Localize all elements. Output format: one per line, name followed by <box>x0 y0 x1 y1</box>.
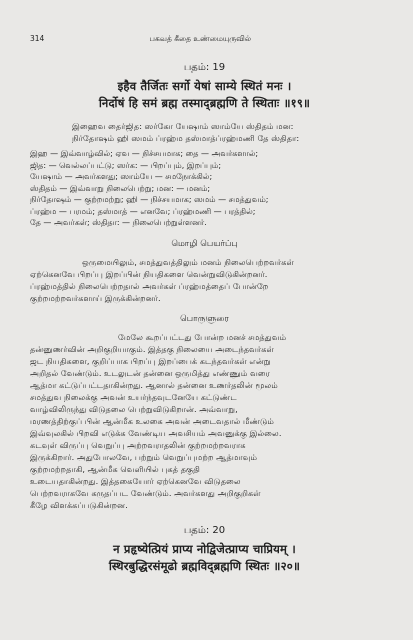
purport-line: வாழ்விலிருந்து விடுதலை பெற்றுவிடுகிறான். அவ்வாறு, <box>30 403 238 414</box>
translation-heading: மொழி பெயர்ப்பு <box>171 238 238 249</box>
purport-line: உடையதாகின்றது. இத்தகையோர் ஏற்கெனவே விடுதலை <box>30 475 241 486</box>
word-meaning-line: ஸ்திதம் — இவ்வாறு நிலைபெற்று; மன: — மனம்; <box>30 183 211 193</box>
purport-line: இவ்வுலகில் பிறவி எடுக்க வேண்டிய அவசியம் அவனுக்கு இல்லை. <box>30 427 282 438</box>
translation-line: ஒருமையிலும், சமத்துவத்திலும் மனம் நிலைபெற்றவர்கள் <box>82 256 294 267</box>
purport-line: மரணத்திற்குப் பின் ஆன்மீக உலகை அவன் அடைவதால் மீண்டும் <box>30 415 274 426</box>
translation-line: ப்ரஹ்மத்தில் நிலைபெற்றதால் அவர்கள் ப்ரஹ்மத்தைப் போன்றே <box>30 280 269 291</box>
translation-line: ஏற்கெனவே பிறப்பு இறப்பின் நியதிகளை வென்றுவிடுகின்றனர். <box>30 268 268 279</box>
verse-20-sanskrit <box>30 541 379 575</box>
purport-line: கடவுள் விருப்பு வெறுப்பு அற்றவராதலின் குற்றமற்றவராக <box>30 439 246 450</box>
purport-heading: பொருளுரை <box>180 313 229 324</box>
purport-paragraph <box>30 331 379 511</box>
purport-line: பெற்றவராகவே கருதப்பட வேண்டும். அவர்களது அறிகுறிகள் <box>30 487 261 498</box>
verse-20-sanskrit-line-2: स्थिरबुद्धिरसंमूढो ब्रह्मविद्ब्रह्मणि स्थितः ॥२०॥ <box>108 558 301 573</box>
verse-19-sanskrit-line-1: इहैव तैर्जितः सर्गो येषां साम्ये स्थितं मनः । <box>117 79 292 93</box>
verse-19-sanskrit-line-2: निर्दोषं हि समं ब्रह्म तस्माद्ब्रह्मणि ते स्थिताः ॥१९॥ <box>98 96 311 110</box>
purport-line: ஜட நியதிகளை, குறிப்பாக பிறப்பு இறப்பைக் கடந்தவர்கள் என்று <box>30 355 271 366</box>
word-meaning-line: நிர்தோஷம் — குற்றமற்று; ஹி — நிச்சயமாக; ஸமம் — சமத்துவம்; <box>30 195 269 204</box>
translation-paragraph <box>30 256 379 304</box>
word-meaning-line: இஹ — இவ்வாழ்வில்; ஏவ — நிச்சயமாக; தை — அவர்களால்; <box>30 149 259 158</box>
page-header <box>30 34 379 44</box>
purport-line: சமத்துவ நிலைக்கு அவன் உயர்ந்தவுடனேயே கட்டுண்ட <box>30 391 237 402</box>
verse-19-sanskrit <box>30 78 379 112</box>
word-meaning-line: ப்ரஹ்ம — பரமம்; தஸ்மாத் — எனவே; ப்ரஹ்மணி — பரத்தில்; <box>30 206 256 216</box>
purport-line: அறிதல் வேண்டும். உடலுடன் தன்னை ஒருமித்து எண்ணும் வரை <box>30 367 270 378</box>
purport-line: குற்றமற்றதாகி, ஆன்மீக வெளியில் புகத் தகுதி <box>30 463 200 474</box>
purport-line: மேலே கூறப்பட்டது போன்ற மனச் சமத்துவம் <box>118 331 287 342</box>
verse-19-label: பதம்: 19 <box>183 62 226 73</box>
purport-line: ஆத்மா கட்டுப்பட்டதாகின்றது. ஆனால் தன்னை உணர்தலின் மூலம் <box>30 379 278 390</box>
purport-line: இருக்கிறார். அதுபோலவே, பற்றும் வெறுப்புமற்ற ஆத்மாவும் <box>30 451 258 462</box>
page-number: 314 <box>30 34 45 43</box>
transliteration-line-1: இஹைவ தைர்ஜித: ஸர்கோ யேஷாம் ஸாம்யே ஸ்திதம் மன: <box>72 121 294 131</box>
word-meaning-line: யேஷாம் — அவர்களது; ஸாம்யே — சமநோக்கில்; <box>30 172 213 181</box>
transliteration-line-2: நிர்தோஷம் ஹி ஸமம் ப்ரஹ்ம தஸ்மாத்ப்ரஹ்மணி தே ஸ்திதா: <box>72 133 300 143</box>
verse-19-transliteration <box>30 120 379 144</box>
purport-line: தன்னுணர்வின் அறிகுறியாகும். இத்தகு நிலையை அடைந்தவர்கள் <box>30 343 274 354</box>
verse-20-label: பதம்: 20 <box>183 524 226 536</box>
purport-line: கீழே விளக்கப்படுகின்றன. <box>30 499 128 510</box>
word-meanings <box>30 148 379 229</box>
translation-line: குற்றமற்றவர்களாய் இருக்கின்றனர். <box>30 292 161 303</box>
word-meaning-line: தே — அவர்கள்; ஸ்திதா: — நிலைபெற்றுள்ளனர். <box>30 218 207 227</box>
book-title: பகவத் கீதை உண்மையுருவில் <box>149 34 251 43</box>
word-meaning-line: ஜித: — வெல்லப்பட்டு; ஸர்க: — பிறப்பும், இறப்பும்; <box>30 160 222 170</box>
verse-20-sanskrit-line-1: न प्रहृष्येत्प्रियं प्राप्य नोद्विजेत्प्राप्य चाप्रियम् । <box>113 541 296 556</box>
